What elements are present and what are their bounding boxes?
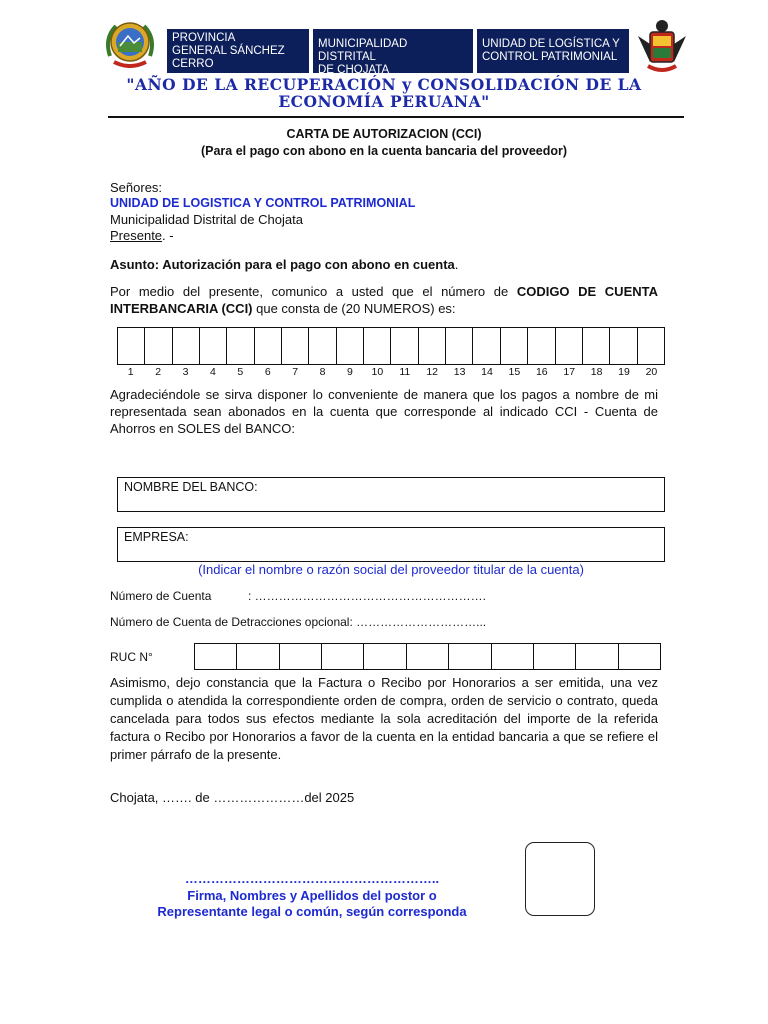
company-label: EMPRESA: xyxy=(124,530,189,544)
cci-digit-cell[interactable] xyxy=(419,328,446,364)
cci-digit-cell[interactable] xyxy=(364,328,391,364)
closing-paragraph: Asimismo, dejo constancia que la Factura o Recibo por Honorarios a ser emitida, una vez cumplida o atendida la correspondiente orden de compra, orden de servicio o contrato, queda cancelada para todos sus efectos mediante la sola acreditación del importe de la referida factura o Recibo por Honorarios a favor de la cuenta en la entidad bancaria a que se refiere el primer párrafo de la presente. xyxy=(110,675,658,762)
fingerprint-box[interactable] xyxy=(525,842,595,916)
intro-text: Por medio del presente, comunico a usted que el número de xyxy=(110,284,517,299)
ruc-digit-cell[interactable] xyxy=(280,644,322,669)
header-box-province-line: CERRO xyxy=(172,58,214,70)
header-box-municipality xyxy=(313,29,473,76)
thanks-paragraph: Agradeciéndole se sirva disponer lo conveniente de manera que los pagos a nombre de mi representada sean abonados en la cuenta que corresponde al indicado CCI - Cuenta de Ahorros en SOLES del BANCO: xyxy=(110,387,658,436)
ruc-input-grid[interactable] xyxy=(194,643,661,670)
ruc-digit-cell[interactable] xyxy=(492,644,534,669)
header-box-province xyxy=(167,29,309,73)
date-line[interactable]: Chojata, ……. de …………………del 2025 xyxy=(110,790,355,805)
cci-digit-cell[interactable] xyxy=(501,328,528,364)
letter-title: CARTA DE AUTORIZACION (CCI) xyxy=(286,127,482,141)
recipient-org: Municipalidad Distrital de Chojata xyxy=(110,212,303,227)
salutation: Señores: xyxy=(110,180,163,195)
cci-digit-number: 3 xyxy=(182,366,189,378)
company-hint: (Indicar el nombre o razón social del proveedor titular de la cuenta) xyxy=(198,562,584,577)
subject-label: Asunto: Autorización para el pago con abono en cuenta xyxy=(110,257,455,272)
cci-digit-number: 17 xyxy=(563,366,576,378)
cci-digit-number: 9 xyxy=(347,366,353,378)
provincial-seal-icon xyxy=(102,16,158,72)
year-motto-line: ECONOMÍA PERUANA" xyxy=(278,92,490,111)
cci-digit-number: 15 xyxy=(508,366,521,378)
bank-name-label: NOMBRE DEL BANCO: xyxy=(124,480,258,494)
cci-digit-cell[interactable] xyxy=(638,328,664,364)
ruc-digit-cell[interactable] xyxy=(449,644,491,669)
cci-digit-number: 12 xyxy=(426,366,439,378)
bank-name-field[interactable] xyxy=(117,477,665,512)
header-box-logistics-line: UNIDAD DE LOGÍSTICA Y xyxy=(482,38,620,50)
signature-dots[interactable]: ………………………………………………….. xyxy=(184,871,440,886)
presente-word: Presente xyxy=(110,228,163,243)
ruc-label: RUC N° xyxy=(110,650,153,664)
company-field[interactable] xyxy=(117,527,665,562)
cci-digit-cell[interactable] xyxy=(473,328,500,364)
header-box-municipality-line: MUNICIPALIDAD DISTRITAL xyxy=(318,38,408,63)
ruc-digit-cell[interactable] xyxy=(322,644,364,669)
subject-line xyxy=(110,256,458,273)
cci-digit-cell[interactable] xyxy=(610,328,637,364)
header-divider xyxy=(108,116,684,118)
cci-digit-cell[interactable] xyxy=(337,328,364,364)
account-label: Número de Cuenta xyxy=(110,589,212,603)
cci-digit-cell[interactable] xyxy=(227,328,254,364)
subject-suffix: . xyxy=(454,257,459,272)
cci-digit-number: 6 xyxy=(264,366,271,378)
intro-bold: INTERBANCARIA (CCI) xyxy=(110,301,253,316)
intro-text: que consta de (20 NUMEROS) es: xyxy=(252,301,456,316)
district-coat-of-arms-icon xyxy=(634,18,690,76)
cci-digit-number: 14 xyxy=(481,366,493,378)
header-box-logistics xyxy=(477,29,629,73)
header-box-province-line: PROVINCIA xyxy=(172,32,236,44)
cci-digit-number: 10 xyxy=(371,366,384,378)
intro-paragraph xyxy=(110,283,658,317)
ruc-digit-cell[interactable] xyxy=(534,644,576,669)
signature-caption: Firma, Nombres y Apellidos del postor o xyxy=(187,888,437,903)
year-motto xyxy=(120,76,648,110)
cci-digit-cell[interactable] xyxy=(446,328,473,364)
cci-input-grid[interactable] xyxy=(117,327,665,365)
cci-digit-cell[interactable] xyxy=(556,328,583,364)
detraction-account-line[interactable]: Número de Cuenta de Detracciones opcional: …………………………... xyxy=(110,615,487,629)
intro-bold: CODIGO DE CUENTA xyxy=(516,284,658,299)
account-dots[interactable]: : …………………………………………………. xyxy=(248,589,487,603)
presente-line xyxy=(110,227,174,244)
cci-digit-cell[interactable] xyxy=(583,328,610,364)
cci-digit-cell[interactable] xyxy=(173,328,200,364)
presente-suffix: . - xyxy=(162,228,174,243)
cci-digit-cell[interactable] xyxy=(118,328,145,364)
cci-digit-number: 13 xyxy=(453,366,466,378)
cci-digit-cell[interactable] xyxy=(391,328,418,364)
cci-digit-cell[interactable] xyxy=(528,328,555,364)
cci-digit-numbers xyxy=(117,366,665,378)
cci-digit-number: 16 xyxy=(535,366,548,378)
cci-digit-cell[interactable] xyxy=(145,328,172,364)
ruc-digit-cell[interactable] xyxy=(237,644,279,669)
cci-digit-number: 5 xyxy=(237,366,244,378)
cci-digit-number: 19 xyxy=(618,366,630,378)
cci-digit-cell[interactable] xyxy=(282,328,309,364)
cci-digit-number: 20 xyxy=(645,366,658,378)
year-motto-line: "AÑO DE LA RECUPERACIÓN y CONSOLIDACIÓN DE LA xyxy=(126,75,642,94)
cci-digit-number: 8 xyxy=(319,366,326,378)
cci-digit-cell[interactable] xyxy=(200,328,227,364)
signature-caption: Representante legal o común, según corresponda xyxy=(157,904,467,919)
cci-digit-cell[interactable] xyxy=(309,328,336,364)
ruc-digit-cell[interactable] xyxy=(407,644,449,669)
letter-subtitle: (Para el pago con abono en la cuenta bancaria del proveedor) xyxy=(200,144,568,158)
ruc-digit-cell[interactable] xyxy=(619,644,660,669)
cci-digit-cell[interactable] xyxy=(255,328,282,364)
cci-digit-number: 1 xyxy=(127,366,134,378)
recipient-unit: UNIDAD DE LOGISTICA Y CONTROL PATRIMONIAL xyxy=(110,196,416,210)
header-box-municipality-line: DE CHOJATA xyxy=(318,64,390,76)
cci-digit-number: 2 xyxy=(155,366,162,378)
ruc-digit-cell[interactable] xyxy=(195,644,237,669)
ruc-digit-cell[interactable] xyxy=(364,644,406,669)
cci-digit-number: 4 xyxy=(210,366,216,378)
header-box-province-line: GENERAL SÁNCHEZ xyxy=(172,45,285,57)
ruc-digit-cell[interactable] xyxy=(576,644,618,669)
cci-digit-number: 11 xyxy=(399,366,411,378)
header-box-logistics-line: CONTROL PATRIMONIAL xyxy=(482,51,618,63)
cci-digit-number: 18 xyxy=(590,366,603,378)
cci-digit-number: 7 xyxy=(292,366,299,378)
